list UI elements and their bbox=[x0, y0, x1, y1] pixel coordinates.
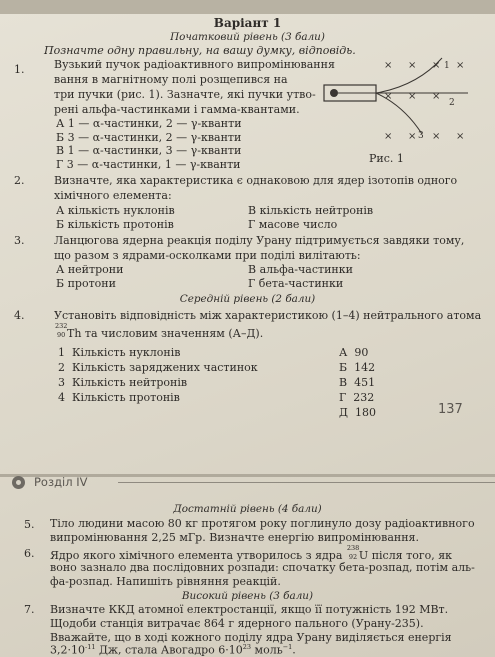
svg-text:×: × bbox=[384, 60, 393, 71]
q4-line-1: Установіть відповідність між характеристикою (1–4) нейтрального атома bbox=[54, 309, 482, 322]
svg-text:×: × bbox=[384, 131, 393, 142]
q3-option-b: Б протони bbox=[56, 277, 116, 290]
uranium-nuclide: 238 92 bbox=[346, 544, 360, 561]
q2-line-1: Визначте, яка характеристика є однаковою для ядер ізотопів одного bbox=[54, 174, 458, 187]
instruction: Позначте одну правильну, на вашу думку, відповідь. bbox=[44, 44, 356, 57]
q5-number: 5. bbox=[24, 518, 35, 531]
q4-right-a: А 90 bbox=[339, 346, 369, 359]
q1-line-2: вання в магнітному полі розщепився на bbox=[54, 73, 288, 86]
svg-text:×: × bbox=[456, 131, 465, 142]
page-number: 137 bbox=[438, 402, 463, 417]
q4-right-e: Д 180 bbox=[339, 406, 376, 419]
q7-line-1: Визначте ККД атомної електростанції, якщо її потужність 192 МВт. bbox=[50, 603, 449, 616]
section-rule bbox=[118, 482, 495, 483]
q4-right-c: В 451 bbox=[339, 376, 376, 389]
q3-option-c: В альфа-частинки bbox=[248, 263, 353, 276]
svg-text:×: × bbox=[432, 131, 441, 142]
q7-line-3: Вважайте, що в ході кожного поділу ядра Урану виділяється енергія bbox=[50, 631, 452, 644]
q3-line-1: Ланцюгова ядерна реакція поділу Урану підтримується завдяки тому, bbox=[54, 234, 465, 247]
q6-line-1: Ядро якого хімічного елемента утворилось з ядра 238 92 U після того, як bbox=[50, 544, 453, 562]
level-middle: Середній рівень (2 бали) bbox=[179, 293, 316, 305]
svg-text:×: × bbox=[432, 91, 441, 102]
svg-text:×: × bbox=[384, 91, 393, 102]
q3-option-d: Г бета-частинки bbox=[248, 277, 344, 290]
q2-number: 2. bbox=[14, 174, 25, 187]
q2-option-d: Г масове число bbox=[248, 218, 338, 231]
q3-option-a: А нейтрони bbox=[56, 263, 124, 276]
q1-number: 1. bbox=[14, 63, 25, 76]
beam-label-2: 2 bbox=[449, 98, 455, 108]
variant-title: Варіант 1 bbox=[213, 16, 282, 30]
q6-line-3: фа-розпад. Напишіть рівняння реакцій. bbox=[50, 575, 281, 588]
svg-text:×: × bbox=[408, 60, 417, 71]
q4-line-2: 232 90 Th та числовим значенням (А–Д). bbox=[55, 322, 264, 340]
q2-line-2: хімічного елемента: bbox=[54, 189, 172, 202]
q1-line-4: рені альфа-частинками і гамма-квантами. bbox=[54, 103, 300, 116]
figure-1-magnetic-field bbox=[322, 54, 472, 154]
q2-option-a: А кількість нуклонів bbox=[56, 204, 175, 217]
q1-option-a: А 1 — α-частинки, 2 — γ-кванти bbox=[56, 117, 242, 130]
q7-line-2: Щодоби станція витрачає 864 г ядерного пального (Урану-235). bbox=[50, 617, 424, 630]
level-high: Високий рівень (3 бали) bbox=[181, 590, 314, 602]
q1-option-b: Б 3 — α-частинки, 2 — γ-кванти bbox=[56, 131, 242, 144]
svg-text:×: × bbox=[456, 60, 465, 71]
level-initial: Початковий рівень (3 бали) bbox=[170, 31, 325, 43]
q4-left-4: 4 Кількість протонів bbox=[58, 391, 180, 404]
q2-option-b: Б кількість протонів bbox=[56, 218, 174, 231]
q4-right-b: Б 142 bbox=[339, 361, 376, 374]
q4-number: 4. bbox=[14, 309, 25, 322]
q1-option-d: Г 3 — α-частинки, 1 — γ-кванти bbox=[56, 158, 241, 171]
section-bullet-icon bbox=[12, 476, 25, 489]
svg-text:×: × bbox=[432, 60, 441, 71]
q5-line-2: випромінювання 2,25 мГр. Визначте енергію випромінювання. bbox=[50, 531, 419, 544]
svg-text:×: × bbox=[408, 91, 417, 102]
q1-line-3: три пучки (рис. 1). Зазначте, які пучки утво- bbox=[54, 88, 316, 101]
radioactive-source bbox=[330, 89, 338, 97]
q5-line-1: Тіло людини масою 80 кг протягом року поглинуло дозу радіоактивного bbox=[50, 517, 475, 530]
q4-left-2: 2 Кількість заряджених частинок bbox=[58, 361, 258, 374]
q2-option-c: В кількість нейтронів bbox=[248, 204, 374, 217]
figure-caption: Рис. 1 bbox=[369, 152, 404, 165]
q1-option-c: В 1 — α-частинки, 3 — γ-кванти bbox=[56, 144, 242, 157]
beam-label-3: 3 bbox=[418, 131, 424, 141]
q4-left-1: 1 Кількість нуклонів bbox=[58, 346, 181, 359]
q6-number: 6. bbox=[24, 547, 35, 560]
q7-line-4: $3,2\cdot 10^{-11}$ Дж, стала Авогадро $6\cdot 10^{23}$ моль$^{-1}$. bbox=[50, 643, 296, 657]
q4-right-d: Г 232 bbox=[339, 391, 375, 404]
q3-line-2: що разом з ядрами-осколками при поділі вилітають: bbox=[54, 249, 361, 262]
q6-line-2: воно зазнало два послідовних розпади: спочатку бета-розпад, потім аль- bbox=[50, 561, 475, 574]
top-band bbox=[0, 0, 495, 14]
q3-number: 3. bbox=[14, 234, 25, 247]
q1-line-1: Вузький пучок радіоактивного випромінювання bbox=[54, 58, 335, 71]
q4-left-3: 3 Кількість нейтронів bbox=[58, 376, 188, 389]
section-title: Розділ IV bbox=[34, 475, 88, 489]
q7-number: 7. bbox=[24, 603, 35, 616]
level-sufficient: Достатній рівень (4 бали) bbox=[173, 503, 322, 515]
beam-label-1: 1 bbox=[444, 61, 450, 71]
svg-text:×: × bbox=[408, 131, 417, 142]
thorium-nuclide: 232 90 bbox=[55, 322, 68, 339]
